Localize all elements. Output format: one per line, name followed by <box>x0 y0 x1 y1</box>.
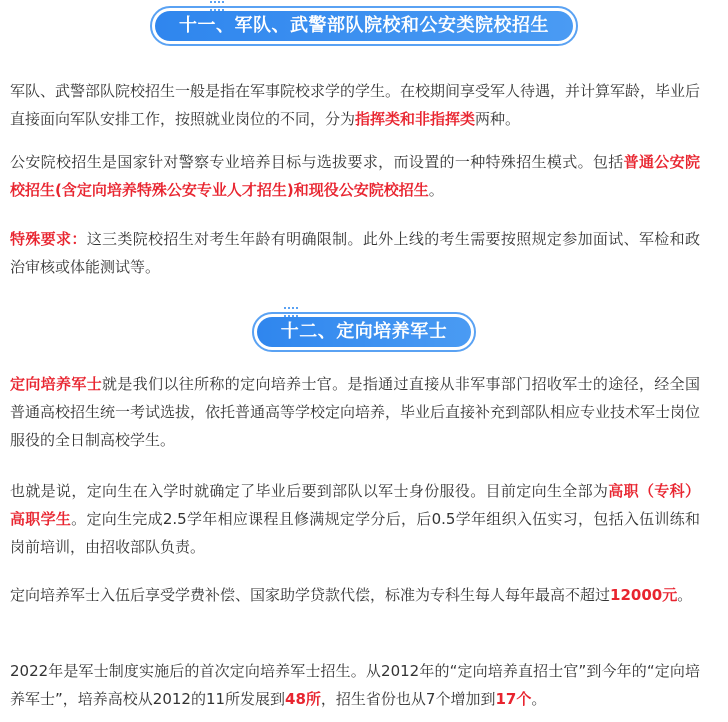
section-12-paragraph-4: 2022年是军士制度实施后的首次定向培养军士招生。从2012年的“定向培养直招士官”到今年的“定向培养军士”，培养高校从2012的11所发展到48所，招生省份也从7个增加到17个。 <box>10 662 700 708</box>
section-12-paragraph-3: 定向培养军士入伍后享受学费补偿、国家助学贷款代偿，标准为专科生每人每年最高不超过12000元。 <box>10 586 693 604</box>
section-11-title: 十一、军队、武警部队院校和公安类院校招生 <box>155 11 573 41</box>
section-12-heading-wrap <box>0 312 728 352</box>
highlight-label: 特殊要求： <box>10 230 87 248</box>
highlight-text: 17个 <box>495 690 532 708</box>
section-11-paragraph-1: 军队、武警部队院校招生一般是指在军事院校求学的学生。在校期间享受军人待遇，并计算军龄，毕业后直接面向军队安排工作，按照就业岗位的不同，分为指挥类和非指挥类两种。 <box>10 82 701 128</box>
highlight-text: 高职（专科）高职学生 <box>10 482 700 528</box>
highlight-text: 48所 <box>285 690 321 708</box>
highlight-text: 指挥类和非指挥类 <box>355 110 476 128</box>
section-11-paragraph-3: 特殊要求：这三类院校招生对考生年龄有明确限制。此外上线的考生需要按照规定参加面试、军检和政治审核或体能测试等。 <box>10 230 700 276</box>
dots-decoration-icon <box>284 307 298 317</box>
highlight-text: 定向培养军士 <box>10 375 103 393</box>
section-11-heading <box>150 6 578 46</box>
highlight-text: 普通公安院校招生(含定向培养特殊公安专业人才招生)和现役公安院校招生 <box>10 153 700 199</box>
section-12-title: 十二、定向培养军士 <box>257 317 472 347</box>
section-11-paragraph-2: 公安院校招生是国家针对警察专业培养目标与选拔要求，而设置的一种特殊招生模式。包括普通公安院校招生(含定向培养特殊公安专业人才招生)和现役公安院校招生。 <box>10 153 700 199</box>
section-12-paragraph-1: 定向培养军士就是我们以往所称的定向培养士官。是指通过直接从非军事部门招收军士的途径，经全国普通高校招生统一考试选拔，依托普通高等学校定向培养，毕业后直接补充到部队相应专业技术军士岗位服役的全日制高校学生。 <box>10 375 701 449</box>
section-12-heading <box>252 312 477 352</box>
dots-decoration-icon <box>210 1 224 11</box>
section-11-heading-wrap <box>0 6 728 46</box>
section-12-paragraph-2: 也就是说，定向生在入学时就确定了毕业后要到部队以军士身份服役。目前定向生全部为高职（专科）高职学生。定向生完成2.5学年相应课程且修满规定学分后，后0.5学年组织入伍实习，包括入伍训练和岗前培训，由招收部队负责。 <box>10 482 700 556</box>
highlight-text: 12000元 <box>610 586 678 604</box>
